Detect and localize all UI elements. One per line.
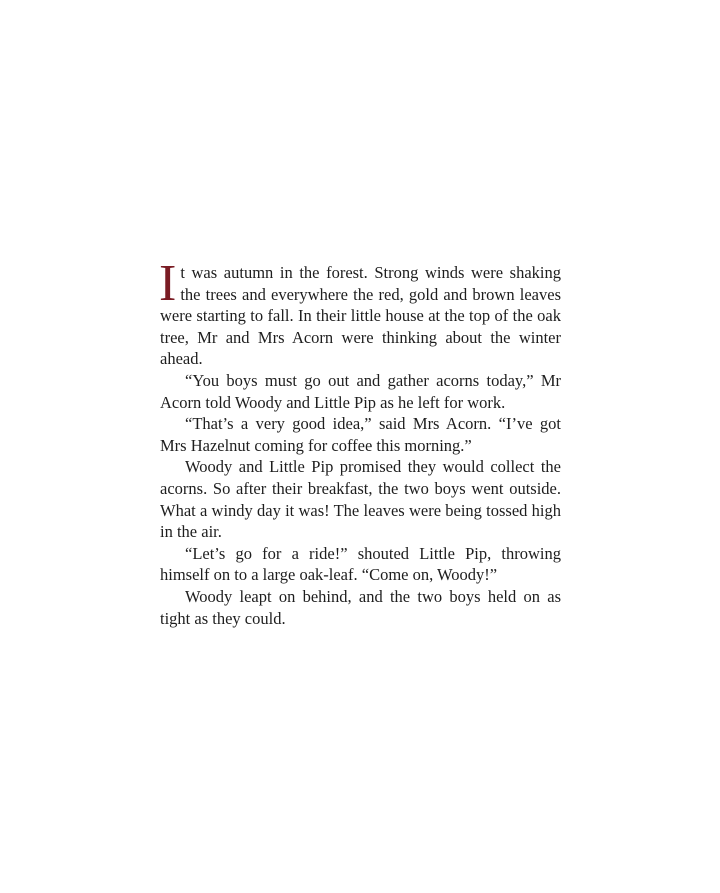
opening-paragraph bbox=[159, 255, 561, 370]
drop-cap-letter: I bbox=[159, 255, 177, 312]
paragraph: “That’s a very good idea,” said Mrs Acorn. “I’ve got Mrs Hazelnut coming for coffee this morning.” bbox=[160, 414, 561, 455]
paragraph: Woody leapt on behind, and the two boys held on as tight as they could. bbox=[160, 586, 561, 628]
paragraph: Woody and Little Pip promised they would collect the acorns. So after their breakfast, the two boys went outside. What a windy day it was! The leaves were being tossed high in the air. bbox=[160, 457, 561, 542]
story-text bbox=[159, 255, 561, 629]
paragraph: “Let’s go for a ride!” shouted Little Pip, throwing himself on to a large oak-leaf. “Come on, Woody!” bbox=[160, 543, 561, 585]
paragraph: “You boys must go out and gather acorns today,” Mr Acorn told Woody and Little Pip as he left for work. bbox=[160, 370, 561, 412]
opening-text: t was autumn in the forest. Strong winds were shaking the trees and everywhere the red, gold and brown leaves were starting to fall. In their little house at the top of the oak tree, Mr and Mrs Acorn were thinking about the winter ahead. bbox=[160, 263, 561, 369]
